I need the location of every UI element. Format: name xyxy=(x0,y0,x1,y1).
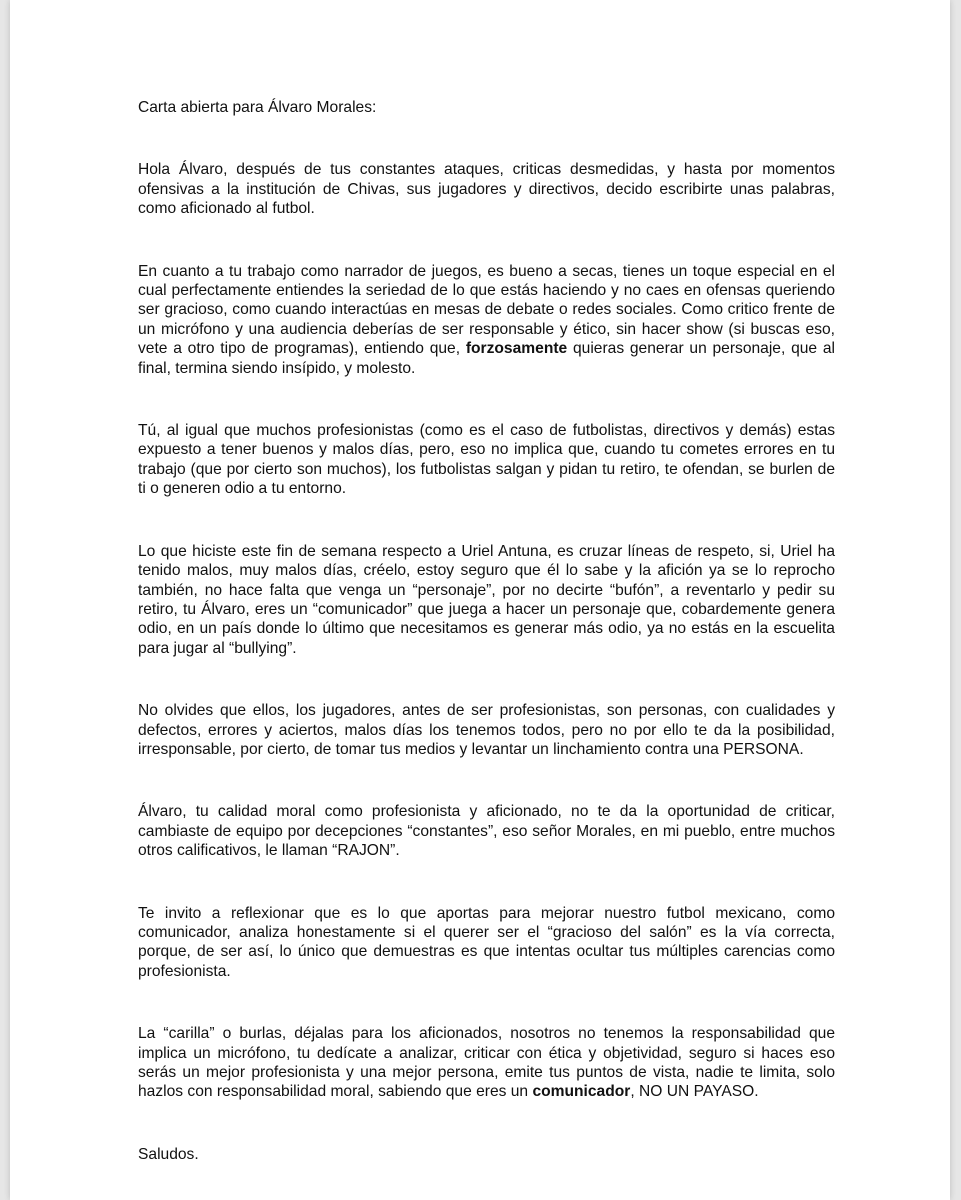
document-page xyxy=(10,0,950,1200)
paragraph-4: Lo que hiciste este fin de semana respecto a Uriel Antuna, es cruzar líneas de respeto, si, Uriel ha tenido malos, muy malos días, créelo, estoy seguro que él lo sabe y la afición ya se lo reprocho también, no hace falta que venga un “personaje”, por no decirte “bufón”, a reventarlo y pedir su retiro, tu Álvaro, eres un “comunicador” que juega a hacer un personaje que, cobardemente genera odio, en un país donde lo último que necesitamos es generar más odio, ya no estás en la escuelita para jugar al “bullying”. xyxy=(138,542,835,657)
paragraph-8-text-b: , NO UN PAYASO. xyxy=(630,1083,759,1101)
paragraph-5: No olvides que ellos, los jugadores, antes de ser profesionistas, son personas, con cualidades y defectos, errores y aciertos, malos días los tenemos todos, pero no por ello te da la posibilidad, irresponsable, por cierto, de tomar tus medios y levantar un linchamiento contra una PERSONA. xyxy=(138,702,835,758)
paragraph-6: Álvaro, tu calidad moral como profesionista y aficionado, no te da la oportunidad de criticar, cambiaste de equipo por decepciones “constantes”, eso señor Morales, en mi pueblo, entre muchos otros calificativos, le llaman “RAJON”. xyxy=(138,803,835,860)
paragraph-2-text-a: En cuanto a tu trabajo como narrador de juegos, es bueno a secas, tienes un toque especial en el cual perfectamente entiendes la seriedad de lo que estás haciendo y no caes en ofensas queriendo ser gracioso, como cuando interactúas en mesas de debate o redes sociales. Como critico frente de un micrófono y una audiencia deberías de ser responsable y ético, sin hacer show (si buscas eso, vete a otro tipo de programas), entiendo que, xyxy=(138,262,835,358)
paragraph-2-bold: forzosamente xyxy=(465,340,568,358)
letter-body xyxy=(138,98,835,1164)
paragraph-2-text-b: quieras generar un personaje, que al final, termina siendo insípido, y molesto. xyxy=(138,340,835,377)
paragraph-7: Te invito a reflexionar que es lo que aportas para mejorar nuestro futbol mexicano, como comunicador, analiza honestamente si el querer ser el “gracioso del salón” es la vía correcta, porque, de ser así, lo único que demuestras es que intentas ocultar tus múltiples carencias como profesionista. xyxy=(138,904,835,980)
letter-closing: Saludos. xyxy=(138,1145,199,1163)
paragraph-1: Hola Álvaro, después de tus constantes ataques, criticas desmedidas, y hasta por momentos ofensivas a la institución de Chivas, sus jugadores y directivos, decido escribirte unas palabras, como aficionado al futbol. xyxy=(138,161,835,218)
paragraph-8-bold: comunicador xyxy=(532,1083,631,1101)
paragraph-3: Tú, al igual que muchos profesionistas (como es el caso de futbolistas, directivos y demás) estas expuesto a tener buenos y malos días, pero, eso no implica que, cuando tu cometes errores en tu trabajo (que por cierto son muchos), los futbolistas salgan y pidan tu retiro, te ofendan, se burlen de ti o generen odio a tu entorno. xyxy=(138,422,835,498)
paragraph-8-text-a: La “carilla” o burlas, déjalas para los aficionados, nosotros no tenemos la responsabilidad que implica un micrófono, tu dedícate a analizar, criticar con ética y objetividad, seguro si haces eso serás un mejor profesionista y una mejor persona, emite tus puntos de vista, nadie te limita, solo hazlos con responsabilidad moral, sabiendo que eres un xyxy=(138,1025,835,1101)
paragraph-2 xyxy=(138,262,835,378)
paragraph-8 xyxy=(138,1024,835,1102)
letter-salutation: Carta abierta para Álvaro Morales: xyxy=(138,99,377,116)
